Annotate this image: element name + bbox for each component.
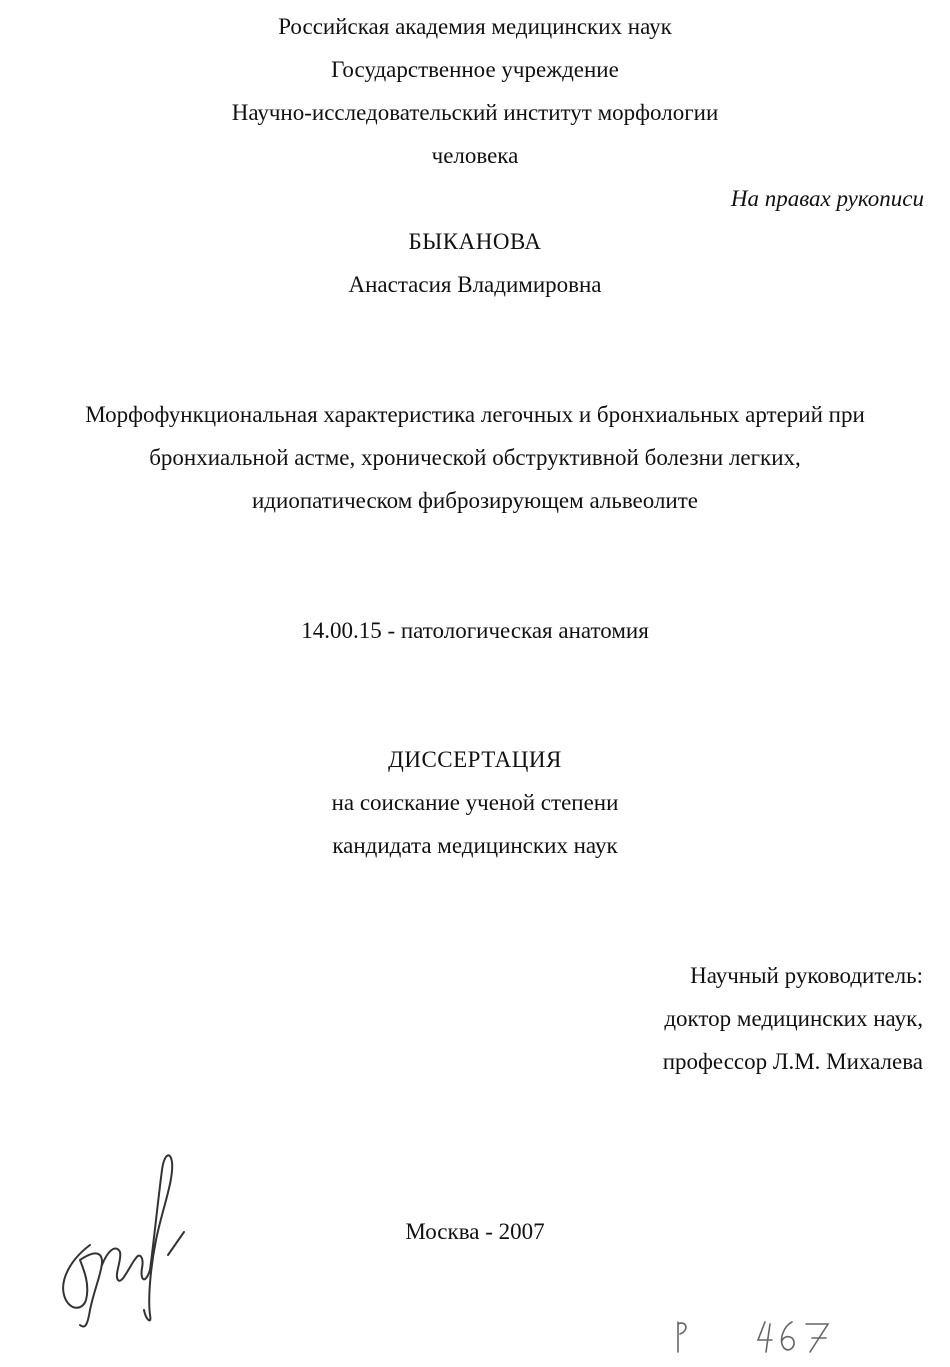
header-academy: Российская академия медицинских наук [278, 14, 672, 39]
header-institute: Научно-исследовательский институт морфологии [231, 100, 719, 125]
dissertation-title-line2: бронхиальной астме, хронической обструктивной болезни легких, [149, 445, 801, 470]
author-surname: БЫКАНОВА [408, 229, 542, 254]
degree-line1: на соискание ученой степени [331, 790, 619, 815]
signature-icon [50, 1140, 210, 1330]
supervisor-degree: доктор медицинских наук, [664, 1006, 923, 1031]
specialty-code: 14.00.15 - патологическая анатомия [301, 618, 649, 643]
supervisor-label: Научный руководитель: [690, 963, 923, 988]
header-institution-type: Государственное учреждение [331, 57, 619, 82]
degree-line2: кандидата медицинских наук [332, 833, 618, 858]
place-year: Москва - 2007 [405, 1219, 545, 1244]
dissertation-title-line3: идиопатическом фиброзирующем альвеолите [252, 488, 698, 513]
header-institute-cont: человека [431, 143, 519, 168]
author-given-names: Анастасия Владимировна [348, 272, 602, 297]
document-type: ДИССЕРТАЦИЯ [388, 747, 562, 772]
supervisor-name: профессор Л.М. Михалева [662, 1049, 923, 1074]
archive-mark-icon [660, 1300, 840, 1360]
dissertation-title-line1: Морфофункциональная характеристика легочных и бронхиальных артерий при [85, 402, 865, 427]
rights-note: На правах рукописи [730, 186, 924, 211]
